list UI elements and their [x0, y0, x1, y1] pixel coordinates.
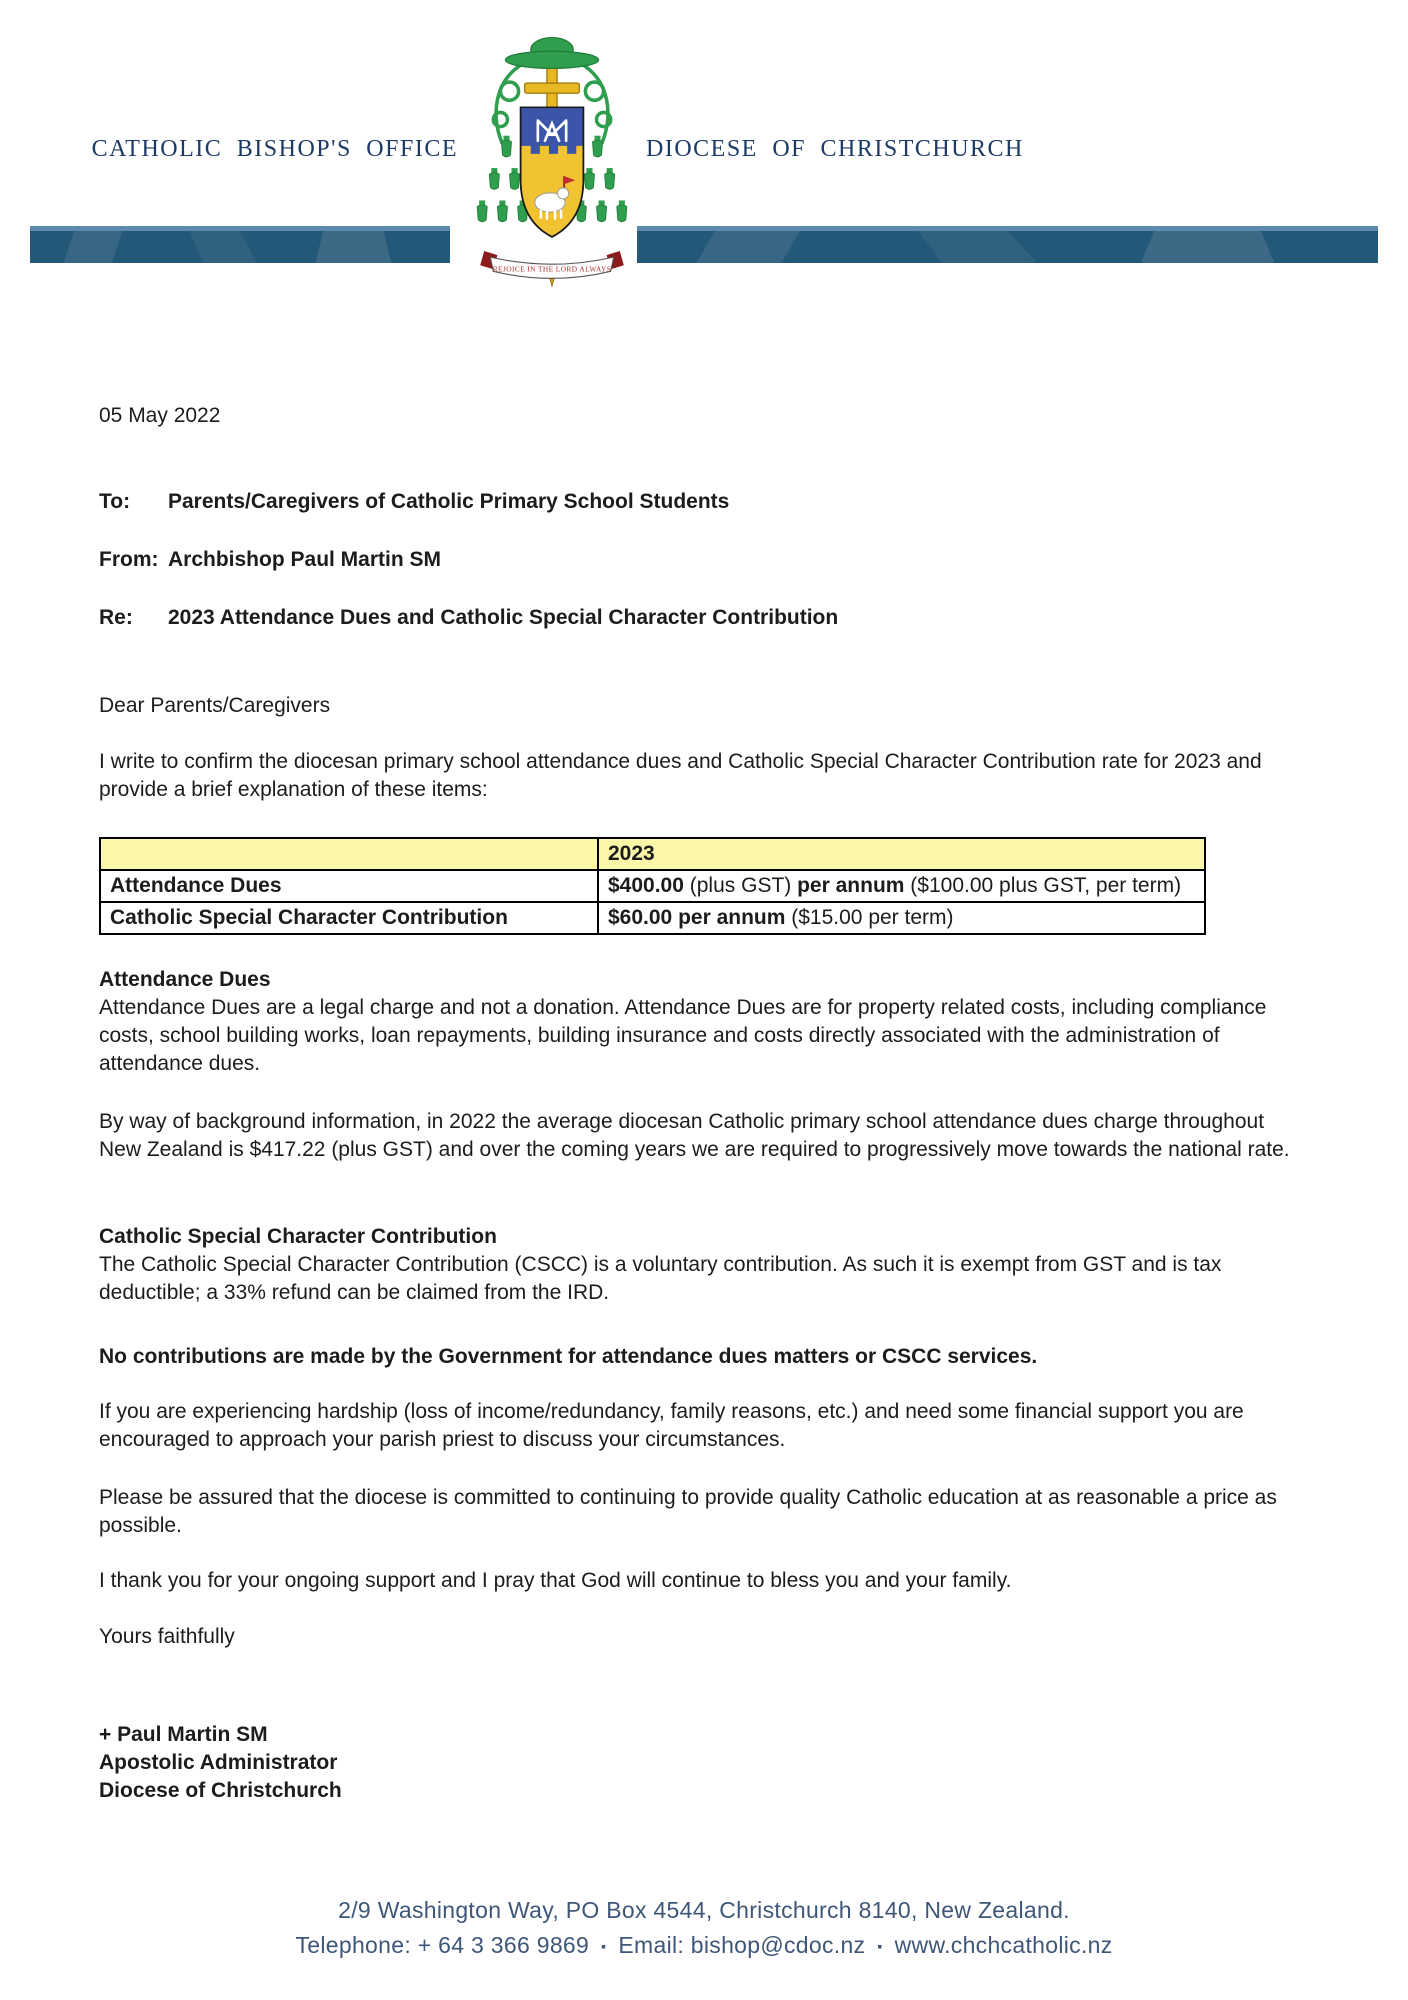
footer-email: Email: bishop@cdoc.nz [618, 1932, 866, 1958]
greeting: Dear Parents/Caregivers [99, 694, 331, 717]
band-facet [64, 231, 123, 263]
signature-block [99, 1721, 1311, 1805]
crest-shield [521, 107, 584, 237]
band-facet [1141, 231, 1274, 263]
assurance-paragraph: Please be assured that the diocese is committed to continuing to provide quality Catholic education at as reasonable a price as possible. [99, 1486, 1277, 1537]
crest-motto: REJOICE IN THE LORD ALWAYS [492, 264, 612, 274]
band-facet [696, 231, 800, 263]
from-label: From: [99, 548, 159, 571]
no-contributions-line: No contributions are made by the Government for attendance dues matters or CSCC services. [99, 1345, 1038, 1368]
meta-from-row [99, 546, 1311, 574]
to-value: Parents/Caregivers of Catholic Primary School Students [168, 490, 730, 513]
re-value: 2023 Attendance Dues and Catholic Special Character Contribution [168, 606, 839, 629]
from-value: Archbishop Paul Martin SM [168, 548, 442, 571]
thanks-line: I thank you for your ongoing support and I pray that God will continue to bless you and your family. [99, 1569, 1012, 1592]
cscc-heading: Catholic Special Character Contribution [99, 1225, 497, 1248]
table-row [100, 870, 1205, 902]
dues-table [99, 837, 1206, 935]
footer-address: 2/9 Washington Way, PO Box 4544, Christchurch 8140, New Zealand. [338, 1897, 1070, 1923]
crest-galero-icon [505, 38, 598, 69]
banner-band-right [637, 226, 1378, 263]
diocese-title: DIOCESE OF CHRISTCHURCH [646, 136, 1024, 162]
background-paragraph: By way of background information, in 2022 the average diocesan Catholic primary school attendance dues charge throughout New Zealand is $417.22 (plus GST) and over the coming years we are required to progressively move towards the national rate. [99, 1110, 1290, 1161]
table-row [100, 902, 1205, 934]
signatory-name: + Paul Martin SM [99, 1723, 268, 1746]
banner-band-left [30, 226, 450, 263]
cscc-paragraph: The Catholic Special Character Contribution (CSCC) is a voluntary contribution. As such it is exempt from GST and is tax deductible; a 33% refund can be claimed from the IRD. [99, 1253, 1222, 1304]
table-header-row [100, 838, 1205, 870]
attendance-heading: Attendance Dues [99, 968, 271, 991]
crest-scroll [480, 251, 624, 278]
attendance-dues-value-cell: $400.00 (plus GST) per annum ($100.00 plus GST, per term) [598, 870, 1205, 902]
valediction: Yours faithfully [99, 1625, 235, 1648]
cscc-value-cell: $60.00 per annum ($15.00 per term) [598, 902, 1205, 934]
footer-separator: ▪ [601, 1938, 607, 1954]
footer-separator: ▪ [877, 1938, 883, 1954]
intro-paragraph: I write to confirm the diocesan primary school attendance dues and Catholic Special Character Contribution rate for 2023 and provide a brief explanation of these items: [99, 750, 1262, 801]
footer-website: www.chchcatholic.nz [894, 1932, 1113, 1958]
signatory-role: Apostolic Administrator [99, 1751, 338, 1774]
re-label: Re: [99, 606, 133, 629]
to-label: To: [99, 490, 131, 513]
signatory-org: Diocese of Christchurch [99, 1779, 342, 1802]
attendance-dues-label-cell: Attendance Dues [100, 870, 598, 902]
meta-to-row [99, 488, 1311, 516]
diocese-crest-icon [466, 34, 638, 288]
cscc-label-cell: Catholic Special Character Contribution [100, 902, 598, 934]
hardship-paragraph: If you are experiencing hardship (loss of income/redundancy, family reasons, etc.) and need some financial support you are encouraged to approach your parish priest to discuss your circumstances. [99, 1400, 1244, 1451]
letter-date: 05 May 2022 [99, 404, 221, 427]
table-header-year-cell: 2023 [598, 838, 1205, 870]
band-facet [190, 231, 257, 263]
footer-contacts [0, 1932, 1408, 1959]
meta-re-row [99, 604, 1311, 632]
footer-telephone: Telephone: + 64 3 366 9869 [295, 1932, 590, 1958]
table-header-empty-cell [100, 838, 598, 870]
office-title: CATHOLIC BISHOP'S OFFICE [91, 136, 458, 162]
attendance-paragraph: Attendance Dues are a legal charge and not a donation. Attendance Dues are for property related costs, including compliance costs, school building works, loan repayments, building insurance and costs directly associated with the administration of attendance dues. [99, 996, 1267, 1075]
band-facet [316, 231, 392, 263]
band-facet [919, 231, 1038, 263]
